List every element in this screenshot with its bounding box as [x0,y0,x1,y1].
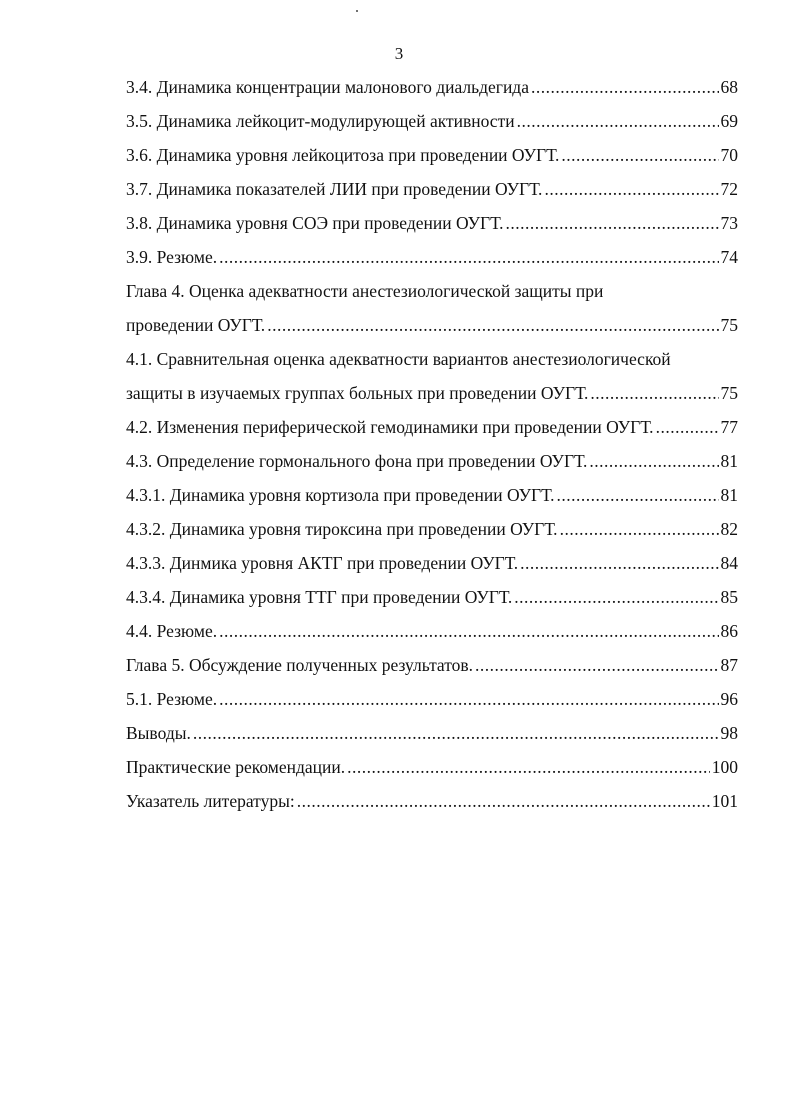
toc-entry-page: 100 [711,757,738,777]
toc-leader-dots [219,682,718,716]
toc-entry-page: 72 [720,179,738,199]
toc-entry [126,682,738,716]
table-of-contents [126,70,738,818]
toc-entry-page: 84 [720,553,738,573]
toc-entry [126,410,738,444]
toc-entry [126,580,738,614]
toc-entry-title: проведении ОУГТ. [126,315,266,335]
toc-entry [126,546,738,580]
toc-entry-page: 86 [720,621,738,641]
toc-entry [126,614,738,648]
toc-entry-title: 3.5. Динамика лейкоцит-модулирующей активности [126,111,515,131]
toc-entry-wrapped [126,342,738,376]
toc-entry [126,376,738,410]
toc-leader-dots [219,240,718,274]
toc-entry [126,648,738,682]
toc-entry-page: 74 [720,247,738,267]
toc-entry [126,478,738,512]
toc-entry-title: 3.8. Динамика уровня СОЭ при проведении ОУГТ. [126,213,504,233]
toc-entry [126,172,738,206]
toc-leader-dots [656,410,719,444]
toc-entry-page: 87 [720,655,738,675]
toc-entry [126,240,738,274]
toc-leader-dots [520,546,718,580]
toc-leader-dots [544,172,718,206]
toc-entry-wrapped [126,274,738,308]
toc-leader-dots [475,648,718,682]
toc-entry-title: Глава 5. Обсуждение полученных результатов. [126,655,474,675]
toc-entry-title: 4.3.4. Динамика уровня ТТГ при проведении ОУГТ. [126,587,513,607]
toc-leader-dots [267,308,718,342]
toc-entry-page: 81 [720,451,738,471]
toc-leader-dots [590,376,718,410]
toc-entry-page: 70 [720,145,738,165]
toc-entry-title: 3.9. Резюме. [126,247,218,267]
toc-entry [126,308,738,342]
toc-entry-title: 5.1. Резюме. [126,689,218,709]
toc-leader-dots [219,614,718,648]
toc-entry-title: 3.4. Динамика концентрации малонового диальдегида [126,77,529,97]
toc-entry-title: Выводы. [126,723,191,743]
toc-entry [126,784,738,818]
toc-entry-title: 4.3.1. Динамика уровня кортизола при проведении ОУГТ. [126,485,555,505]
toc-leader-dots [531,70,719,104]
toc-entry-title: 4.3.2. Динамика уровня тироксина при проведении ОУГТ. [126,519,558,539]
toc-entry [126,512,738,546]
toc-entry-page: 73 [720,213,738,233]
toc-entry [126,138,738,172]
toc-entry-page: 81 [720,485,738,505]
toc-leader-dots [297,784,710,818]
toc-entry-title: 4.3.3. Динмика уровня АКТГ при проведении ОУГТ. [126,553,519,573]
toc-leader-dots [561,138,718,172]
toc-leader-dots [560,512,719,546]
toc-leader-dots [556,478,718,512]
toc-entry-page: 75 [720,383,738,403]
toc-entry [126,444,738,478]
toc-entry-title: защиты в изучаемых группах больных при проведении ОУГТ. [126,383,589,403]
toc-entry-page: 98 [720,723,738,743]
toc-entry-title: Указатель литературы: [126,791,295,811]
toc-entry-title: 4.1. Сравнительная оценка адекватности вариантов анестезиологической [126,349,671,369]
toc-entry-page: 101 [711,791,738,811]
toc-leader-dots [193,716,719,750]
toc-leader-dots [505,206,718,240]
toc-entry [126,716,738,750]
toc-leader-dots [347,750,710,784]
toc-entry-page: 77 [720,417,738,437]
toc-entry-title: Глава 4. Оценка адекватности анестезиологической защиты при [126,281,604,301]
toc-entry [126,750,738,784]
scan-speck [356,10,358,12]
toc-entry [126,104,738,138]
toc-entry [126,206,738,240]
toc-entry-title: Практические рекомендации. [126,757,346,777]
toc-entry-title: 4.4. Резюме. [126,621,218,641]
toc-entry-title: 4.3. Определение гормонального фона при проведении ОУГТ. [126,451,588,471]
toc-entry-page: 96 [720,689,738,709]
toc-entry-page: 82 [720,519,738,539]
toc-entry-page: 69 [720,111,738,131]
page-number: 3 [394,44,404,63]
toc-leader-dots [589,444,718,478]
toc-entry-page: 85 [720,587,738,607]
toc-leader-dots [517,104,719,138]
toc-entry-title: 3.7. Динамика показателей ЛИИ при проведении ОУГТ. [126,179,543,199]
toc-leader-dots [514,580,718,614]
toc-entry-page: 75 [720,315,738,335]
toc-entry-page: 68 [720,77,738,97]
toc-entry-title: 4.2. Изменения периферической гемодинамики при проведении ОУГТ. [126,417,654,437]
toc-entry-title: 3.6. Динамика уровня лейкоцитоза при проведении ОУГТ. [126,145,560,165]
toc-entry [126,70,738,104]
